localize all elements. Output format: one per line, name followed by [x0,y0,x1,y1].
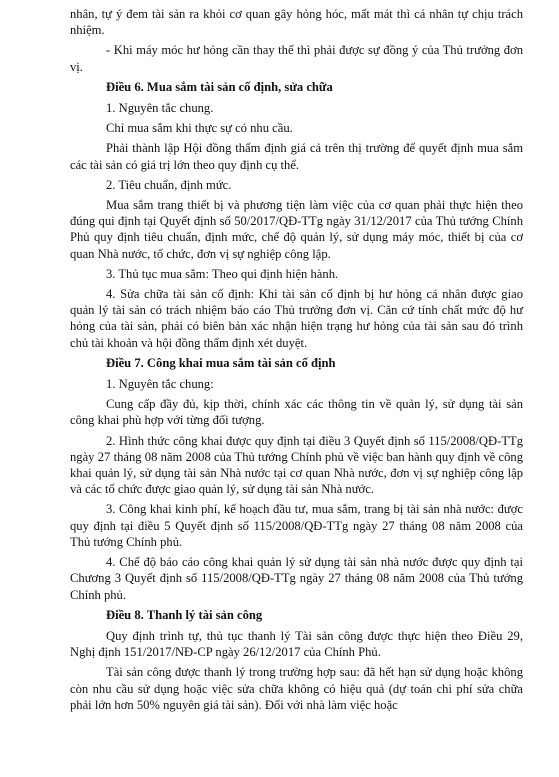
body-paragraph: 3. Công khai kinh phí, kế hoạch đầu tư, mua sắm, trang bị tài sản nhà nước: được quy định tại điều 5 Quyết định số 115/2008/QĐ-TTg ngày 27 tháng 08 năm 2008 của Thủ tướng Chính phủ. [70,502,523,549]
body-paragraph: 2. Hình thức công khai được quy định tại điều 3 Quyết định số 115/2008/QĐ-TTg ngày 27 tháng 08 năm 2008 của Thủ tướng Chính phủ về việc ban hành quy định về công khai quản lý, sử dụng tài sản Nhà nước tại cơ quan Nhà nước, đơn vị sự nghiệp công lập và các tổ chức được giao quản lý, sử dụng tài sản Nhà nước. [70,433,523,497]
section-heading: Điều 7. Công khai mua sắm tài sản cố định [106,355,336,370]
body-paragraph: Cung cấp đầy đủ, kịp thời, chính xác các thông tin về quản lý, sử dụng tài sản công khai phù hợp với từng đối tượng. [70,397,523,428]
body-paragraph: 2. Tiêu chuẩn, định mức. [106,177,232,192]
body-paragraph: 4. Sửa chữa tài sản cố định: Khi tài sản cố định bị hư hỏng cá nhân được giao quản lý tài sản có trách nhiệm báo cáo Thủ trưởng đơn vị. Căn cứ tính chất mức độ hư hỏng của tài sản, phải có biên bản xác nhận hiện trạng hư hỏng của tài sản sau đó trình chủ tài khoản và hội đồng thẩm định xét duyệt. [70,287,523,350]
body-paragraph: 1. Nguyên tắc chung: [106,377,214,392]
body-paragraph: 4. Chế độ báo cáo công khai quản lý sử dụng tài sản nhà nước được quy định tại Chương 3 Quyết định số 115/2008/QĐ-TTg ngày 27 tháng 08 năm 2008 của Thủ tướng Chính phủ. [70,555,523,602]
body-paragraph: 1. Nguyên tắc chung. [106,101,214,116]
body-paragraph: Tài sản công được thanh lý trong trường hợp sau: đã hết hạn sử dụng hoặc không còn nhu cầu sử dụng hoặc việc sửa chữa không có hiệu quả (dự toán chi phí sửa chữa phải lớn hơn 50% nguyên giá tài sản). Đối với nhà làm việc hoặc [70,665,523,712]
body-paragraph: 3. Thủ tục mua sắm: Theo qui định hiện hành. [106,266,339,281]
body-paragraph: Mua sắm trang thiết bị và phương tiện làm việc của cơ quan phải thực hiện theo đúng qui định tại Quyết định số 50/2017/QĐ-TTg ngày 31/12/2017 của Thủ tướng Chính Phủ quy định tiêu chuẩn, định mức, chế độ quản lý, sử dụng máy móc, thiết bị của cơ quan Nhà nước, tổ chức, đơn vị sự nghiệp công lập. [70,198,523,261]
section-heading: Điều 6. Mua sắm tài sản cố định, sửa chữa [106,79,333,94]
body-paragraph: Phải thành lập Hội đồng thẩm định giá cả trên thị trường để quyết định mua sắm các tài sản có giá trị lớn theo quy định cụ thể. [70,141,523,172]
body-paragraph: - Khi máy móc hư hỏng cần thay thế thì phải được sự đồng ý của Thủ trưởng đơn vị. [70,43,523,74]
body-paragraph: Quy định trình tự, thủ tục thanh lý Tài sản công được thực hiện theo Điều 29, Nghị định 151/2017/NĐ-CP ngày 26/12/2017 của Chính Phủ. [70,628,523,660]
body-paragraph: nhân, tự ý đem tài sản ra khỏi cơ quan gây hỏng hóc, mất mát thì cá nhân tự chịu trách nhiệm. [70,7,523,38]
body-paragraph: Chỉ mua sắm khi thực sự có nhu cầu. [106,121,293,136]
section-heading: Điều 8. Thanh lý tài sản công [106,607,263,622]
